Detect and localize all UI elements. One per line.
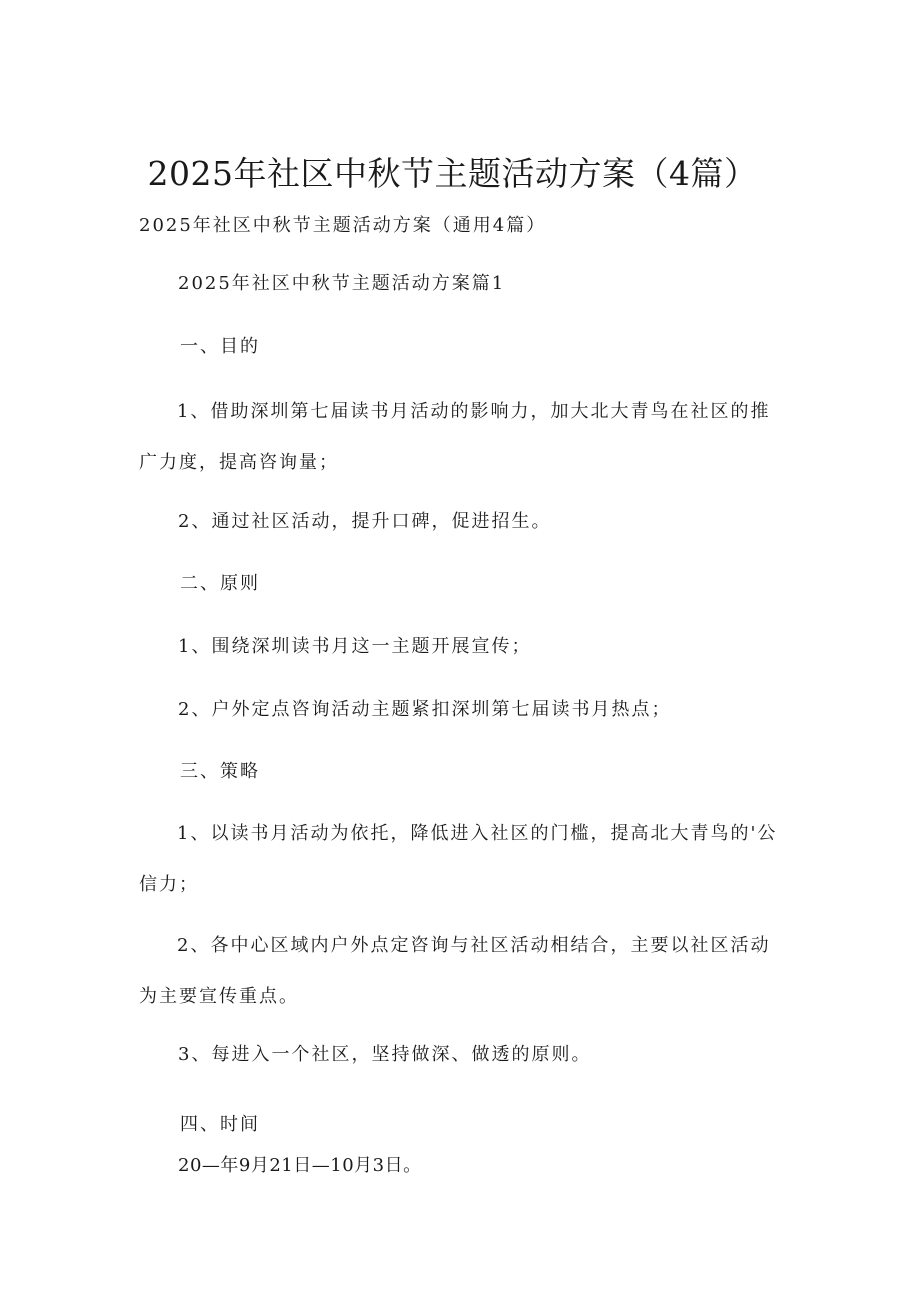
purpose-item-1: 1、借助深圳第七届读书月活动的影响力，加大北大青鸟在社区的推广力度，提高咨询量； (139, 401, 771, 473)
document-subtitle: 2025年社区中秋节主题活动方案（通用4篇） (139, 215, 547, 236)
strategy-item-3: 3、每进入一个社区，坚持做深、做透的原则。 (178, 1044, 592, 1065)
document-title: 2025年社区中秋节主题活动方案（4篇） (147, 154, 758, 193)
principles-item-1: 1、围绕深圳读书月这一主题开展宣传； (178, 636, 532, 657)
section-heading-purpose: 一、目的 (180, 336, 260, 357)
strategy-item-2: 2、各中心区域内户外点定咨询与社区活动相结合，主要以社区活动为主要宣传重点。 (139, 935, 771, 1007)
strategy-item-1: 1、以读书月活动为依托，降低进入社区的门槛，提高北大青鸟的'公信力； (139, 823, 778, 895)
time-value: 20—年9月21日—10月3日。 (178, 1155, 422, 1176)
section-heading-strategy: 三、策略 (180, 761, 260, 782)
purpose-item-2: 2、通过社区活动，提升口碑，促进招生。 (178, 511, 552, 532)
article-heading: 2025年社区中秋节主题活动方案篇1 (178, 273, 506, 294)
section-heading-time: 四、时间 (180, 1114, 260, 1135)
section-heading-principles: 二、原则 (180, 573, 260, 594)
principles-item-2: 2、户外定点咨询活动主题紧扣深圳第七届读书月热点； (178, 699, 672, 720)
